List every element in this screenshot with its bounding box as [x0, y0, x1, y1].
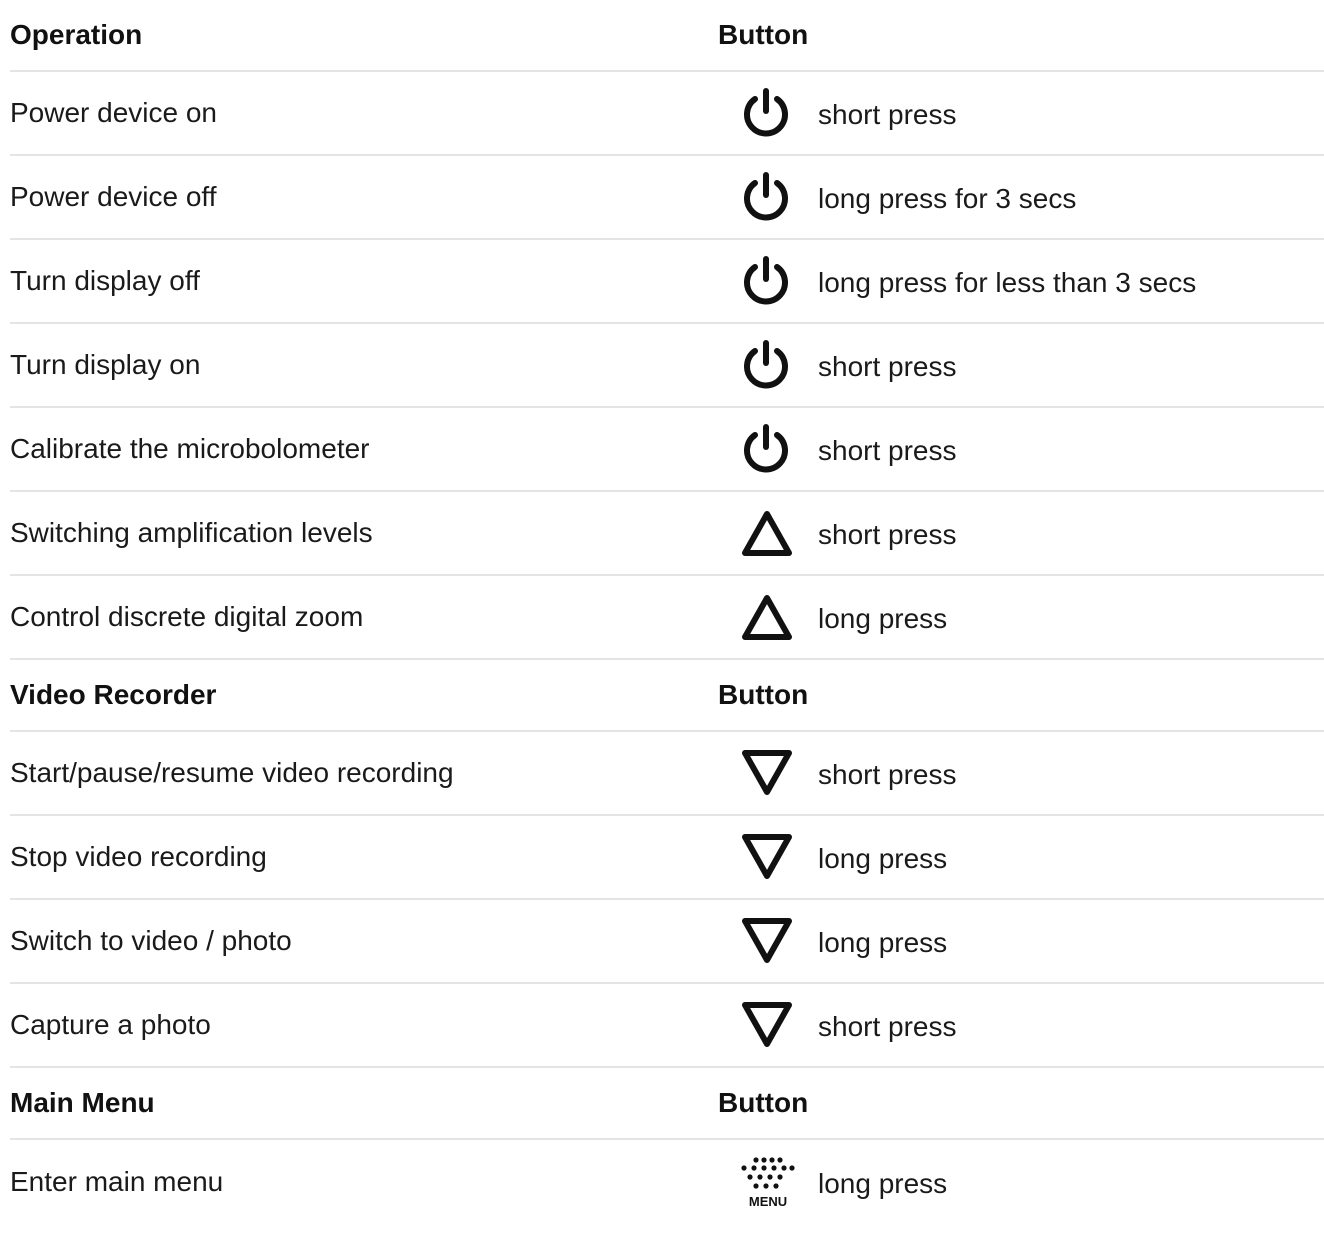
operation-label: Power device off — [10, 181, 217, 212]
press-type: long press for less than 3 secs — [818, 267, 1197, 298]
operation-label: Turn display on — [10, 349, 201, 380]
menu-icon — [718, 1152, 818, 1212]
section-header-video-recorder — [10, 660, 1324, 732]
table-row — [10, 732, 1324, 816]
section-title: Video Recorder — [10, 679, 217, 710]
button-operations-table — [10, 0, 1324, 1224]
operation-label: Switch to video / photo — [10, 925, 292, 956]
button-column-header: Button — [718, 19, 809, 50]
table-row — [10, 816, 1324, 900]
section-title: Main Menu — [10, 1087, 155, 1118]
triangle-down-icon — [718, 995, 818, 1055]
power-icon — [718, 419, 818, 479]
section-header-operation — [10, 0, 1324, 72]
table-row — [10, 984, 1324, 1068]
button-column-header: Button — [718, 679, 809, 710]
table-row — [10, 576, 1324, 660]
table-row — [10, 900, 1324, 984]
press-type: long press for 3 secs — [818, 183, 1077, 214]
press-type: long press — [818, 1168, 948, 1199]
power-icon — [718, 335, 818, 395]
press-type: long press — [818, 603, 948, 634]
section-title: Operation — [10, 19, 143, 50]
power-icon — [718, 83, 818, 143]
section-header-main-menu — [10, 1068, 1324, 1140]
press-type: short press — [818, 435, 957, 466]
triangle-down-icon — [718, 827, 818, 887]
operation-label: Start/pause/resume video recording — [10, 757, 454, 788]
table-row — [10, 1140, 1324, 1224]
press-type: short press — [818, 351, 957, 382]
button-column-header: Button — [718, 1087, 809, 1118]
triangle-down-icon — [718, 911, 818, 971]
table-row — [10, 324, 1324, 408]
triangle-up-icon — [718, 503, 818, 563]
press-type: long press — [818, 927, 948, 958]
triangle-down-icon — [718, 743, 818, 803]
table-row — [10, 156, 1324, 240]
table-row — [10, 492, 1324, 576]
operation-label: Switching amplification levels — [10, 517, 373, 548]
press-type: long press — [818, 843, 948, 874]
triangle-up-icon — [718, 587, 818, 647]
menu-icon-label: MENU — [748, 1194, 788, 1209]
press-type: short press — [818, 519, 957, 550]
power-icon — [718, 251, 818, 311]
operation-label: Stop video recording — [10, 841, 267, 872]
operation-label: Turn display off — [10, 265, 200, 296]
operation-label: Enter main menu — [10, 1166, 224, 1197]
press-type: short press — [818, 759, 957, 790]
operation-label: Calibrate the microbolometer — [10, 433, 370, 464]
operation-label: Capture a photo — [10, 1009, 211, 1040]
press-type: short press — [818, 1011, 957, 1042]
power-icon — [718, 167, 818, 227]
table-row — [10, 72, 1324, 156]
operation-label: Control discrete digital zoom — [10, 601, 364, 632]
press-type: short press — [818, 99, 957, 130]
table-row — [10, 240, 1324, 324]
table-row — [10, 408, 1324, 492]
operation-label: Power device on — [10, 97, 218, 128]
